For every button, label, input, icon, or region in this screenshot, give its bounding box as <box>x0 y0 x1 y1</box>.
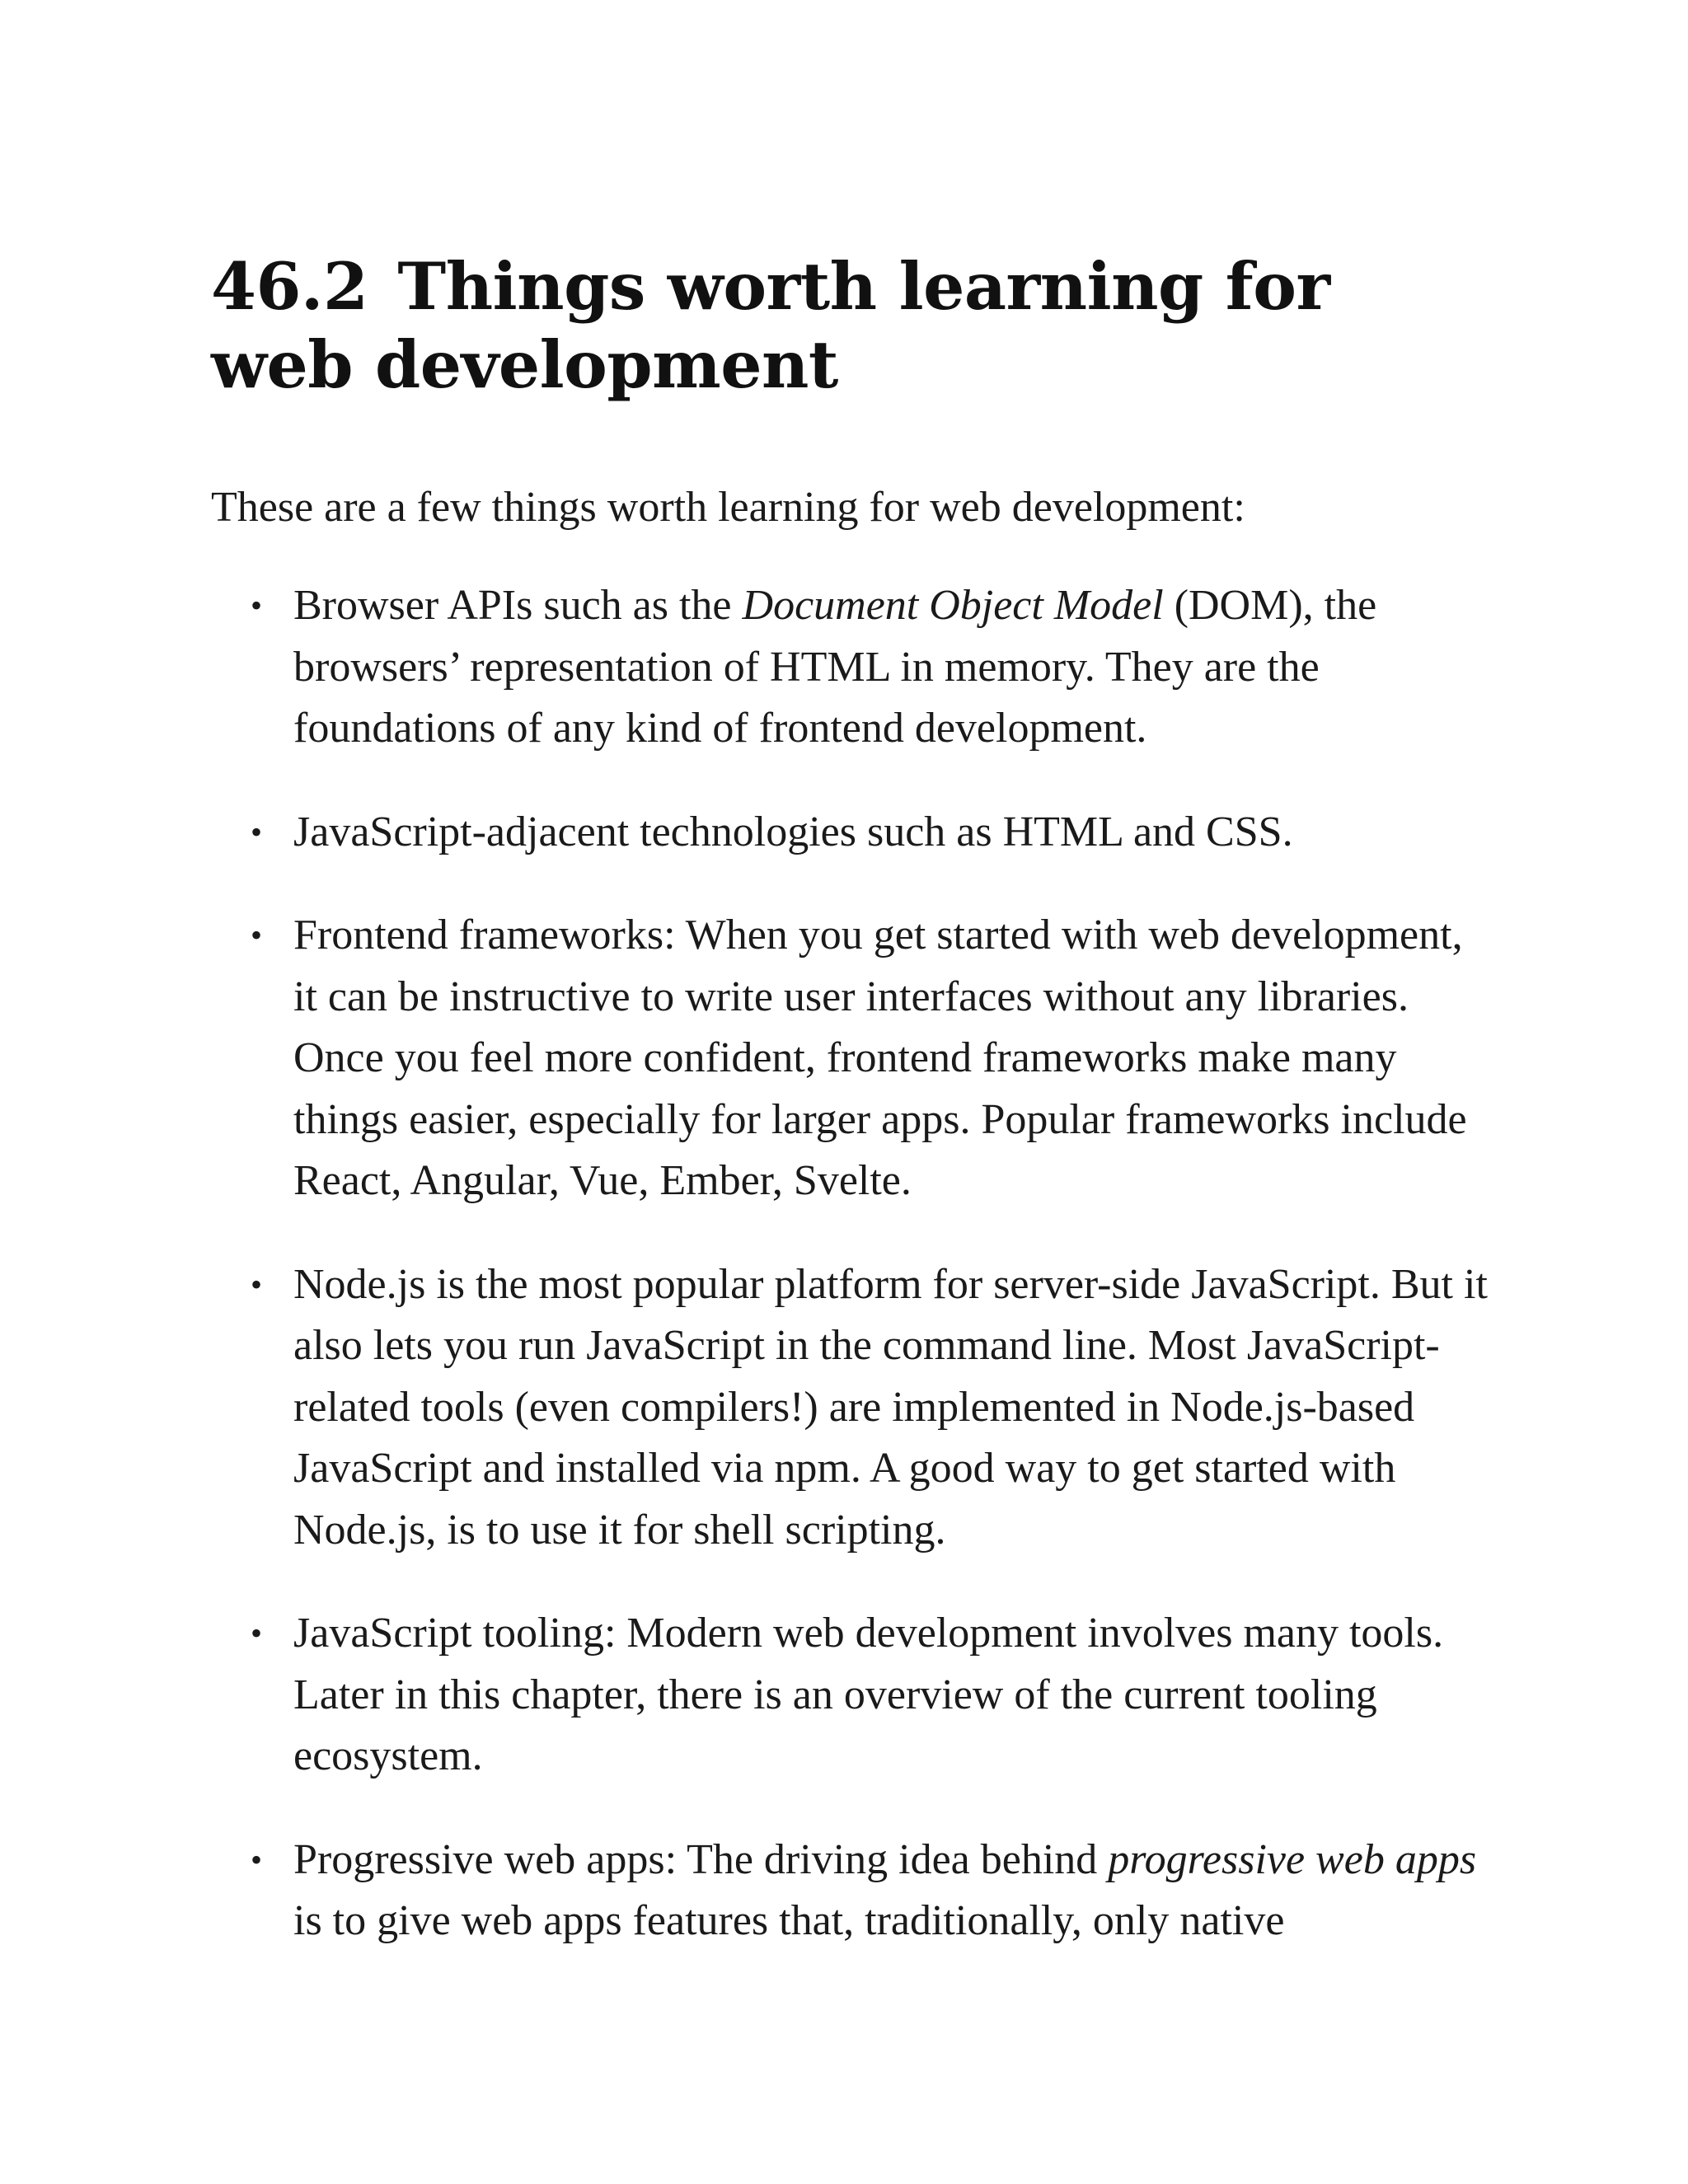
list-item-browser-apis <box>211 575 1497 760</box>
section-number: 46.2 <box>211 248 368 325</box>
item-emphasis: Document Object Model <box>742 582 1164 629</box>
bullet-icon: • <box>251 813 263 851</box>
item-text: Node.js is the most popular platform for server-side JavaScript. But it also lets you run JavaScript in the command line. Most JavaScript-related tools (even compilers!) are implemented in Node.js-based JavaScript and installed via npm. A good way to get started with Node.js, is to use it for shell scripting. <box>293 1260 1488 1554</box>
item-text-before: Progressive web apps: The driving idea behind <box>293 1835 1109 1883</box>
item-text-before: Browser APIs such as the <box>293 582 743 629</box>
page-content <box>211 247 1497 1994</box>
item-text: Frontend frameworks: When you get started with web development, it can be instructive to write user interfaces without any libraries. Once you feel more confident, frontend frameworks make many things easier, especially for larger apps. Popular frameworks include React, Angular, Vue, Ember, Svelte. <box>293 912 1467 1204</box>
item-emphasis: progressive web apps <box>1108 1835 1477 1883</box>
item-text-after: (DOM), the browsers’ representation of HTML in memory. They are the foundations of any kind of frontend development. <box>293 582 1377 752</box>
intro-paragraph: These are a few things worth learning for web development: <box>211 484 1245 531</box>
list-item-frontend-frameworks <box>211 905 1497 1212</box>
bullet-icon: • <box>251 1615 263 1652</box>
list-item-javascript-tooling <box>211 1603 1497 1788</box>
section-title-line-1: Things worth learning for <box>397 248 1330 325</box>
list-item-progressive-web-apps <box>211 1830 1497 1952</box>
bullet-icon: • <box>251 916 263 954</box>
topics-list <box>211 575 1497 1952</box>
item-text: JavaScript tooling: Modern web development involves many tools. Later in this chapter, there is an overview of the current tooling ecosystem. <box>293 1610 1444 1779</box>
list-item-nodejs <box>211 1254 1497 1562</box>
list-item-adjacent-technologies <box>211 802 1497 864</box>
item-text-after: is to give web apps features that, traditionally, only native <box>293 1897 1285 1944</box>
bullet-icon: • <box>251 1840 263 1878</box>
section-title-line-2: web development <box>211 326 838 403</box>
bullet-icon: • <box>251 587 263 624</box>
item-text: JavaScript-adjacent technologies such as HTML and CSS. <box>293 808 1293 855</box>
section-heading <box>211 247 1497 404</box>
bullet-icon: • <box>251 1265 263 1303</box>
